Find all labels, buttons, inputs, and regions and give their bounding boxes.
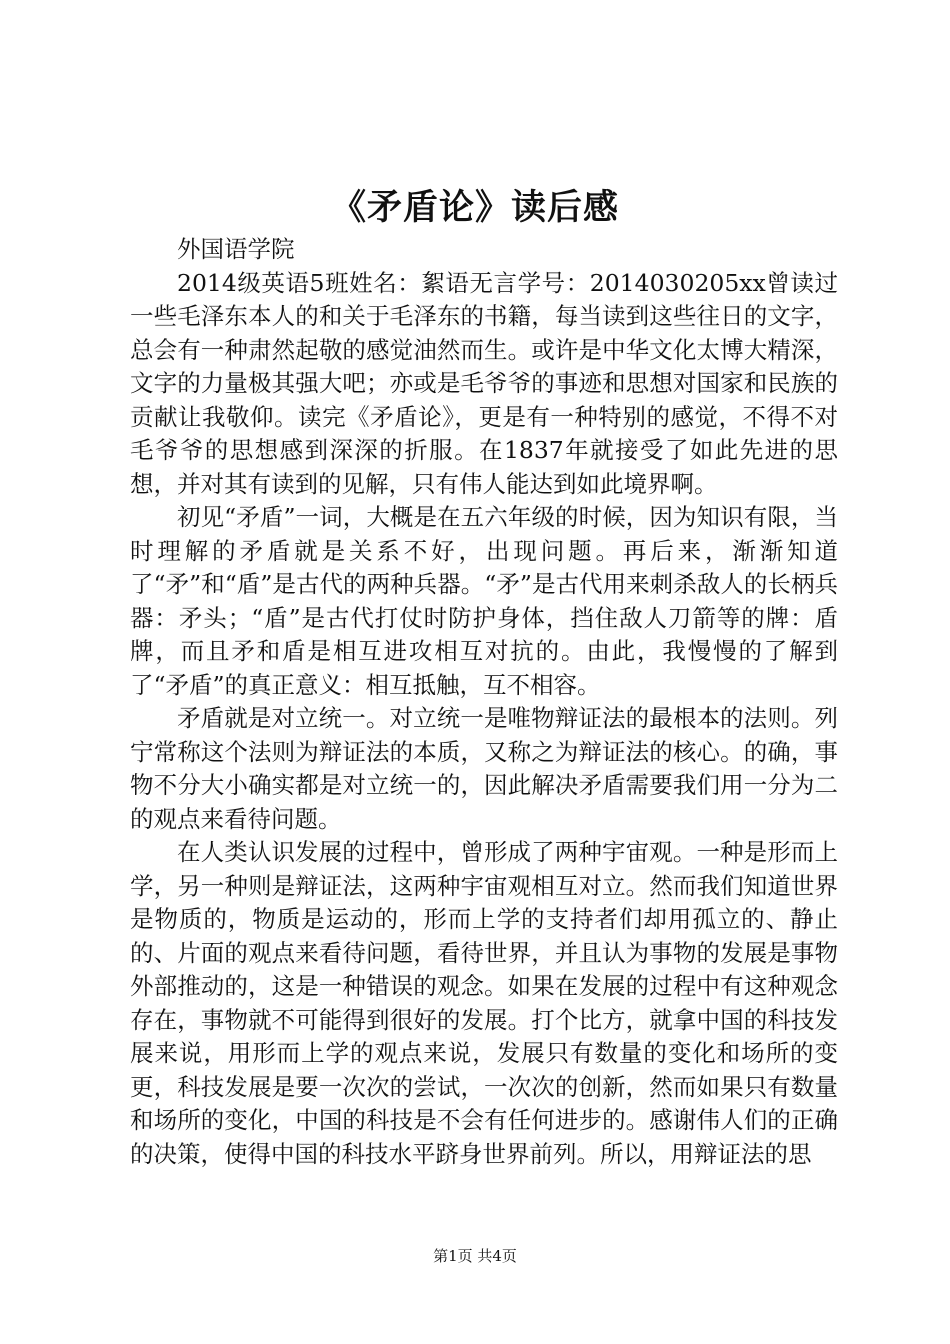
paragraph-worldviews: 在人类认识发展的过程中，曾形成了两种宇宙观。一种是形而上学，另一种则是辩证法，这两种宇宙观相互对立。然而我们知道世界是物质的，物质是运动的，形而上学的支持者们却用孤立的、静止的、片面的观点来看待问题，看待世界，并且认为事物的发展是事物外部推动的，这是一种错误的观念。如果在发展的过程中有这种观念存在，事物就不可能得到很好的发展。打个比方，就拿中国的科技发展来说，用形而上学的观点来说，发展只有数量的变化和场所的变更，科技发展是要一次次的尝试，一次次的创新，然而如果只有数量和场所的变化，中国的科技是不会有任何进步的。感谢伟人们的正确的决策，使得中国的科技水平跻身世界前列。所以，用辩证法的思: [130, 838, 838, 1168]
page-footer: 第1页 共4页: [433, 1247, 517, 1265]
paragraph-department: 外国语学院: [177, 235, 295, 263]
document-title: 《矛盾论》读后感: [330, 187, 619, 228]
paragraph-first-impression: 初见“矛盾”一词，大概是在五六年级的时候，因为知识有限，当时理解的矛盾就是关系不好，出现问题。再后来，渐渐知道了“矛”和“盾”是古代的两种兵器。“矛”是古代用来刺杀敌人的长柄兵器：矛头；“盾”是古代打仗时防护身体，挡住敌人刀箭等的牌：盾牌，而且矛和盾是相互进攻相互对抗的。由此，我慢慢的了解到了“矛盾”的真正意义：相互抵触，互不相容。: [130, 503, 838, 699]
paragraph-intro: 2014级英语5班姓名：絮语无言学号：2014030205xx曾读过一些毛泽东本人的和关于毛泽东的书籍，每当读到这些往日的文字，总会有一种肃然起敬的感觉油然而生。或许是中华文化太博大精深，文字的力量极其强大吧；亦或是毛爷爷的事迹和思想对国家和民族的贡献让我敬仰。读完《矛盾论》，更是有一种特别的感觉，不得不对毛爷爷的思想感到深深的折服。在1837年就接受了如此先进的思想，并对其有读到的见解，只有伟人能达到如此境界啊。: [130, 268, 838, 498]
document-body: [130, 233, 838, 1171]
paragraph-unity-of-opposites: 矛盾就是对立统一。对立统一是唯物辩证法的最根本的法则。列宁常称这个法则为辩证法的本质，又称之为辩证法的核心。的确，事物不分大小确实都是对立统一的，因此解决矛盾需要我们用一分为二的观点来看待问题。: [130, 704, 838, 833]
